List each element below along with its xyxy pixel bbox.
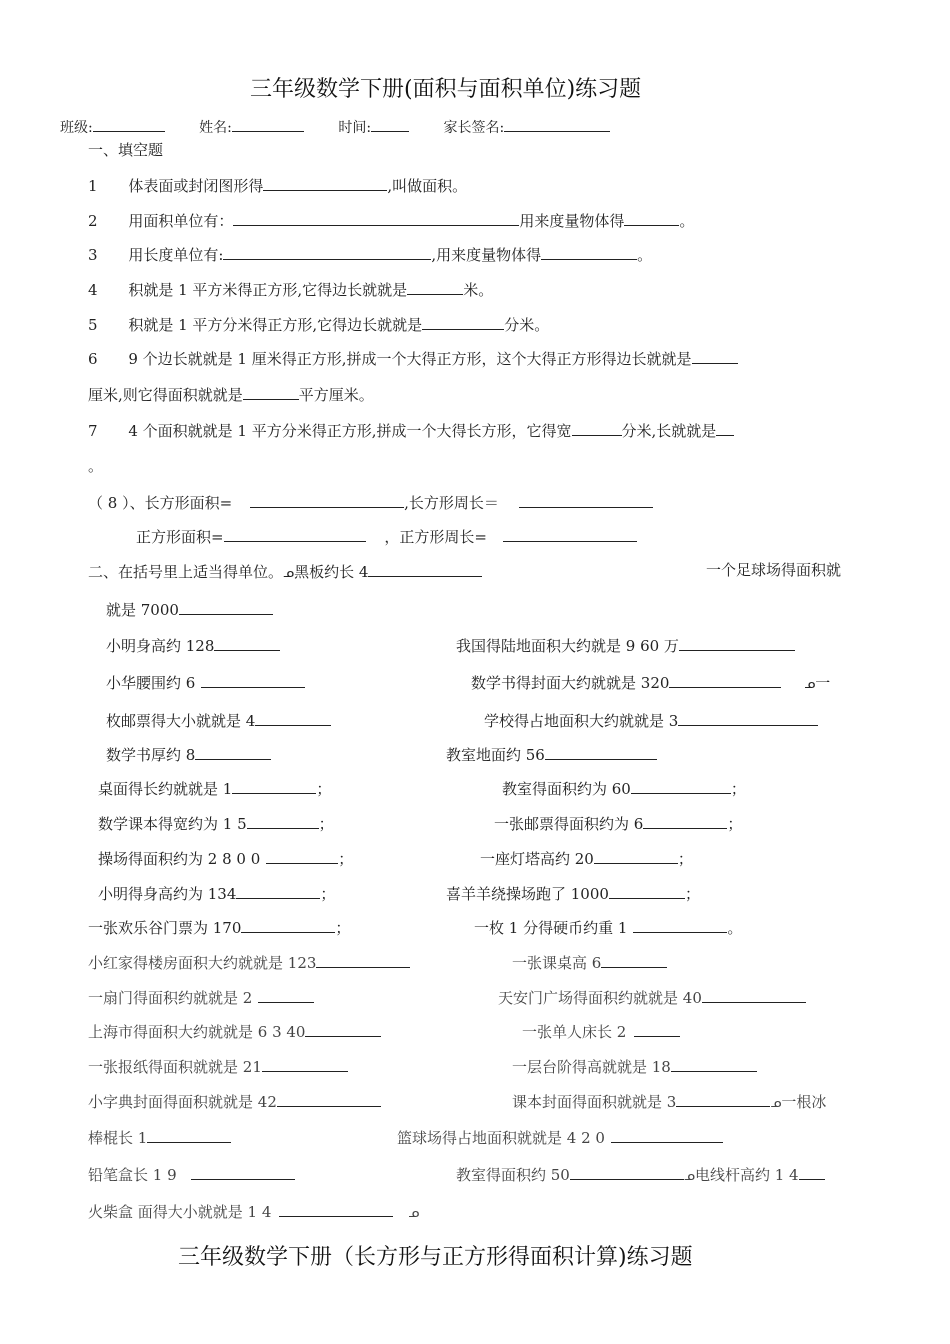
- q-text: 。: [637, 246, 653, 264]
- section2-row-5a: [106, 709, 331, 731]
- answer-blank[interactable]: [241, 916, 335, 933]
- section2-row-18a: [88, 1163, 295, 1185]
- answer-blank[interactable]: [611, 1126, 723, 1143]
- item-text: 篮球场得占地面积就就是 4 2 0: [397, 1129, 605, 1147]
- q-number: 7: [88, 422, 98, 440]
- answer-blank[interactable]: [223, 243, 431, 260]
- q-text: 分米。: [504, 316, 550, 334]
- section2-row-18b: [456, 1163, 825, 1187]
- question-5: [88, 313, 549, 335]
- item-text: 就是 7000: [106, 601, 179, 619]
- punct: ；: [684, 885, 700, 903]
- q-text: 用面积单位有：: [128, 212, 234, 230]
- section2-row-6b: [446, 743, 657, 765]
- item-text: 天安门广场得面积约就就是 40: [498, 989, 702, 1007]
- q-number: 6: [88, 350, 98, 368]
- time-blank[interactable]: [371, 115, 409, 132]
- parent-label: 家长签名:: [443, 120, 505, 136]
- answer-blank[interactable]: [669, 671, 781, 688]
- q-text: 分米,长就就是: [621, 422, 717, 440]
- item-text: 我国得陆地面积大约就是 9 60 万: [456, 637, 679, 655]
- answer-blank[interactable]: [570, 1163, 684, 1180]
- answer-blank[interactable]: [407, 278, 463, 295]
- item-text: 一张单人床长 2: [522, 1023, 627, 1041]
- answer-blank[interactable]: [279, 1200, 393, 1217]
- question-2: [88, 209, 694, 231]
- answer-blank[interactable]: [232, 777, 316, 794]
- answer-blank[interactable]: [250, 491, 404, 508]
- answer-blank[interactable]: [422, 313, 504, 330]
- time-label: 时间:: [338, 120, 372, 136]
- q-text: 米。: [463, 281, 494, 299]
- header-row: [60, 115, 610, 138]
- q-text: 体表面或封闭图形得: [128, 177, 264, 195]
- section2-row-17b: [397, 1126, 723, 1148]
- section2-row-15b: [512, 1055, 757, 1077]
- name-label: 姓名:: [199, 120, 232, 136]
- answer-blank[interactable]: [277, 1090, 381, 1107]
- section2-row-12b: [512, 951, 667, 973]
- answer-blank[interactable]: [634, 1020, 680, 1037]
- question-6: [88, 347, 738, 369]
- answer-blank[interactable]: [799, 1163, 825, 1180]
- q-number: 5: [88, 316, 98, 334]
- answer-blank[interactable]: [541, 243, 637, 260]
- answer-blank[interactable]: [195, 743, 271, 760]
- section2-row-7b: [502, 777, 746, 799]
- q-text: 。: [679, 212, 695, 230]
- section2-row-3b: [456, 634, 795, 656]
- placeholder-mark: ᓄ: [683, 1169, 695, 1184]
- placeholder-mark: ᓄ: [408, 1206, 420, 1221]
- item-text: 上海市得面积大约就就是 6 3 40: [88, 1023, 306, 1041]
- item-text: 教室地面约 56: [446, 746, 545, 764]
- answer-blank[interactable]: [255, 709, 331, 726]
- punct: ；: [335, 919, 351, 937]
- section2-row-10b: [446, 882, 700, 904]
- item-text: 操场得面积约为 2 8 0 0: [98, 850, 261, 868]
- answer-blank[interactable]: [519, 491, 653, 508]
- q-text: 厘米,则它得面积就就是: [88, 386, 243, 404]
- section2-row-5b: [484, 709, 818, 731]
- section2-row-16a: [88, 1090, 381, 1112]
- question-3: [88, 243, 652, 265]
- item-text: 一座灯塔高约 20: [480, 850, 594, 868]
- name-blank[interactable]: [232, 115, 304, 132]
- section2-row-2: [106, 598, 273, 620]
- item-text: 教室得面积约为 60: [502, 780, 631, 798]
- answer-blank[interactable]: [702, 986, 806, 1003]
- q-number: 1: [88, 177, 98, 195]
- item-text: 一根冰: [781, 1093, 827, 1111]
- item-text: 一张欢乐谷门票为 170: [88, 919, 242, 937]
- answer-blank[interactable]: [258, 986, 314, 1003]
- section1-heading: 一、填空题: [88, 141, 164, 159]
- question-8-cont: [136, 525, 637, 547]
- punct: ；: [316, 780, 332, 798]
- section2-row-13b: [498, 986, 806, 1008]
- item-text: 棒棍长 1: [88, 1129, 148, 1147]
- answer-blank[interactable]: [676, 1090, 770, 1107]
- q-number: 2: [88, 212, 98, 230]
- class-blank[interactable]: [93, 115, 165, 132]
- punct: 。: [727, 919, 743, 937]
- item-football-field: 一个足球场得面积就: [706, 561, 842, 579]
- section2-row-11a: [88, 916, 350, 938]
- q-text: ,叫做面积。: [387, 177, 468, 195]
- answer-blank[interactable]: [678, 709, 818, 726]
- item-text: 喜羊羊绕操场跑了 1000: [446, 885, 609, 903]
- item-text: 学校得占地面积大约就就是 3: [484, 712, 679, 730]
- item-text: 火柴盒 面得大小就就是 1 4: [88, 1203, 272, 1221]
- section2-row-13a: [88, 986, 314, 1008]
- answer-blank[interactable]: [179, 598, 273, 615]
- section2-row-6a: [106, 743, 271, 765]
- item-text: 课本封面得面积就就是 3: [512, 1093, 677, 1111]
- section2-row-1: [88, 560, 482, 584]
- parent-blank[interactable]: [504, 115, 610, 132]
- section2-row-8a: [98, 812, 334, 834]
- item-text: 枚邮票得大小就就是 4: [106, 712, 256, 730]
- section2-row-14a: [88, 1020, 381, 1042]
- answer-blank[interactable]: [201, 671, 305, 688]
- item-text: 小华腰围约 6: [106, 674, 196, 692]
- q-text: 积就是 1 平方米得正方形,它得边长就就是: [128, 281, 408, 299]
- section2-row-10a: [98, 882, 335, 904]
- item-text: 电线杆高约 1 4: [694, 1166, 799, 1184]
- question-6-cont: [88, 383, 374, 405]
- q-text: （ 8 ）、长方形面积=: [88, 494, 233, 512]
- item-text: 一张报纸得面积就就是 21: [88, 1058, 262, 1076]
- placeholder-mark: ᓄ: [804, 677, 816, 692]
- q-text: 正方形面积=: [136, 528, 224, 546]
- section2-row-9b: [480, 847, 693, 869]
- answer-blank[interactable]: [716, 419, 734, 436]
- answer-blank[interactable]: [263, 174, 387, 191]
- class-label: 班级:: [60, 120, 93, 136]
- answer-blank[interactable]: [214, 634, 280, 651]
- section2-row-19: [88, 1200, 419, 1224]
- answer-blank[interactable]: [594, 847, 678, 864]
- answer-blank[interactable]: [545, 743, 657, 760]
- answer-blank[interactable]: [679, 634, 795, 651]
- section2-row-4b: [471, 671, 830, 695]
- item-text: 铅笔盒长 1 9: [88, 1166, 177, 1184]
- question-8: [88, 491, 653, 513]
- item-text: 小字典封面得面积就就是 42: [88, 1093, 277, 1111]
- answer-blank[interactable]: [191, 1163, 295, 1180]
- q-text: ，正方形周长=: [384, 528, 487, 546]
- item-text: 教室得面积约 50: [456, 1166, 570, 1184]
- section2-row-12a: [88, 951, 410, 973]
- answer-blank[interactable]: [631, 777, 731, 794]
- placeholder-mark: ᓄ: [283, 566, 295, 581]
- question-7-cont: 。: [88, 457, 104, 475]
- answer-blank[interactable]: [233, 209, 519, 226]
- section2-row-14b: [522, 1020, 680, 1042]
- punct: ；: [677, 850, 693, 868]
- item-text: 一张课桌高 6: [512, 954, 602, 972]
- answer-blank[interactable]: [243, 383, 299, 400]
- section2-row-16b: [512, 1090, 826, 1114]
- section2-row-17a: [88, 1126, 231, 1148]
- q-text: 4 个面积就就是 1 平方分米得正方形,拼成一个大得长方形，它得宽: [128, 422, 572, 440]
- punct: ；: [338, 850, 354, 868]
- section2-row-9a: [98, 847, 353, 869]
- answer-blank[interactable]: [316, 951, 410, 968]
- q-text: ,长方形周长＝: [404, 494, 499, 512]
- answer-blank[interactable]: [671, 1055, 757, 1072]
- q-text: 平方厘米。: [298, 386, 374, 404]
- section2-row-15a: [88, 1055, 348, 1077]
- answer-blank[interactable]: [368, 560, 482, 577]
- q-text: ,用来度量物体得: [431, 246, 542, 264]
- answer-blank[interactable]: [305, 1020, 381, 1037]
- item-text: 桌面得长约就就是 1: [98, 780, 233, 798]
- q-number: 3: [88, 246, 98, 264]
- next-section-title: 三年级数学下册（长方形与正方形得面积计算)练习题: [178, 1245, 693, 1270]
- punct: ；: [730, 780, 746, 798]
- section2-row-3a: [106, 634, 280, 656]
- item-text: 小明身高约 128: [106, 637, 215, 655]
- item-text: 小红家得楼房面积大约就就是 123: [88, 954, 317, 972]
- item-text: 数学课本得宽约为 1 5: [98, 815, 247, 833]
- q-text: 用来度量物体得: [519, 212, 625, 230]
- q-text: 积就是 1 平方分米得正方形,它得边长就就是: [128, 316, 423, 334]
- item-text: 一枚 1 分得硬币约重 1: [474, 919, 628, 937]
- item-text: 小明得身高约为 134: [98, 885, 237, 903]
- page-title: 三年级数学下册(面积与面积单位)练习题: [250, 77, 642, 102]
- question-1: [88, 174, 467, 196]
- answer-blank[interactable]: [262, 1055, 348, 1072]
- answer-blank[interactable]: [266, 847, 338, 864]
- q-text: 9 个边长就就是 1 厘米得正方形,拼成一个大得正方形，这个大得正方形得边长就就是: [128, 350, 692, 368]
- answer-blank[interactable]: [633, 916, 727, 933]
- item-text: 一层台阶得高就就是 18: [512, 1058, 671, 1076]
- section2-row-11b: [474, 916, 742, 938]
- answer-blank[interactable]: [601, 951, 667, 968]
- q-number: 4: [88, 281, 98, 299]
- answer-blank[interactable]: [572, 419, 622, 436]
- question-4: [88, 278, 493, 300]
- answer-blank[interactable]: [643, 812, 727, 829]
- answer-blank[interactable]: [692, 347, 738, 364]
- item-text: 一张邮票得面积约为 6: [494, 815, 644, 833]
- answer-blank[interactable]: [609, 882, 685, 899]
- answer-blank[interactable]: [624, 209, 679, 226]
- answer-blank[interactable]: [503, 525, 637, 542]
- section2-row-4a: [106, 671, 305, 693]
- q-text: 用长度单位有:: [128, 246, 224, 264]
- answer-blank[interactable]: [236, 882, 320, 899]
- punct: ；: [727, 815, 743, 833]
- item-text: 一: [815, 674, 831, 692]
- section2-row-8b: [494, 812, 742, 834]
- punct: ；: [318, 815, 334, 833]
- item-text: 黑板约长 4: [294, 563, 369, 581]
- section2-heading: 二、在括号里上适当得单位。: [88, 563, 284, 581]
- punct: ；: [320, 885, 336, 903]
- item-text: 数学书厚约 8: [106, 746, 196, 764]
- item-text: 数学书得封面大约就就是 320: [471, 674, 670, 692]
- answer-blank[interactable]: [147, 1126, 231, 1143]
- question-7: [88, 419, 734, 441]
- answer-blank[interactable]: [247, 812, 319, 829]
- item-text: 一扇门得面积约就就是 2: [88, 989, 253, 1007]
- placeholder-mark: ᓄ: [770, 1096, 782, 1111]
- section2-row-7a: [98, 777, 331, 799]
- answer-blank[interactable]: [224, 525, 366, 542]
